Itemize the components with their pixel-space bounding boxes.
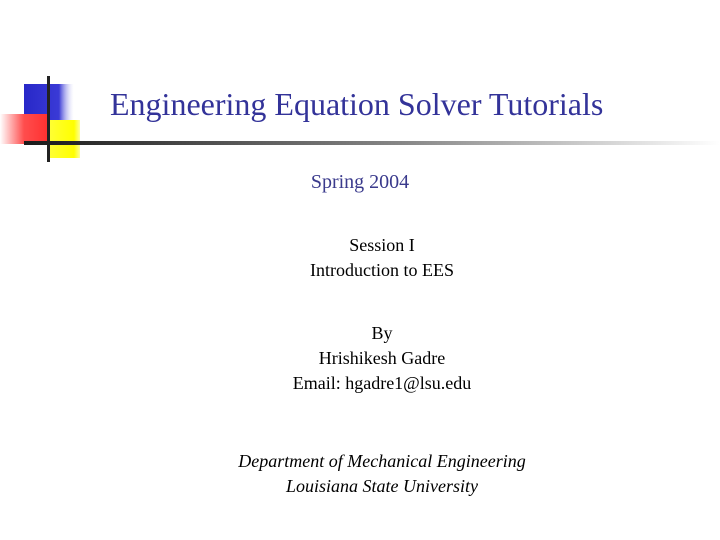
slide-subtitle: Spring 2004 xyxy=(310,171,410,193)
corner-decoration xyxy=(0,0,720,170)
session-info xyxy=(40,233,720,283)
author-info xyxy=(40,321,720,396)
slide-title: Engineering Equation Solver Tutorials xyxy=(110,86,604,122)
horizontal-rule xyxy=(24,141,720,145)
red-square xyxy=(0,114,48,144)
department-name: Department of Mechanical Engineering xyxy=(238,451,526,471)
affiliation-info xyxy=(40,449,720,499)
session-topic: Introduction to EES xyxy=(310,260,454,280)
author-name: Hrishikesh Gadre xyxy=(318,348,446,368)
session-number: Session I xyxy=(349,235,415,255)
vertical-rule xyxy=(47,76,50,162)
university-name: Louisiana State University xyxy=(286,476,478,496)
author-by-label: By xyxy=(371,323,393,343)
yellow-square xyxy=(50,120,80,158)
author-email: Email: hgadre1@lsu.edu xyxy=(292,373,472,393)
